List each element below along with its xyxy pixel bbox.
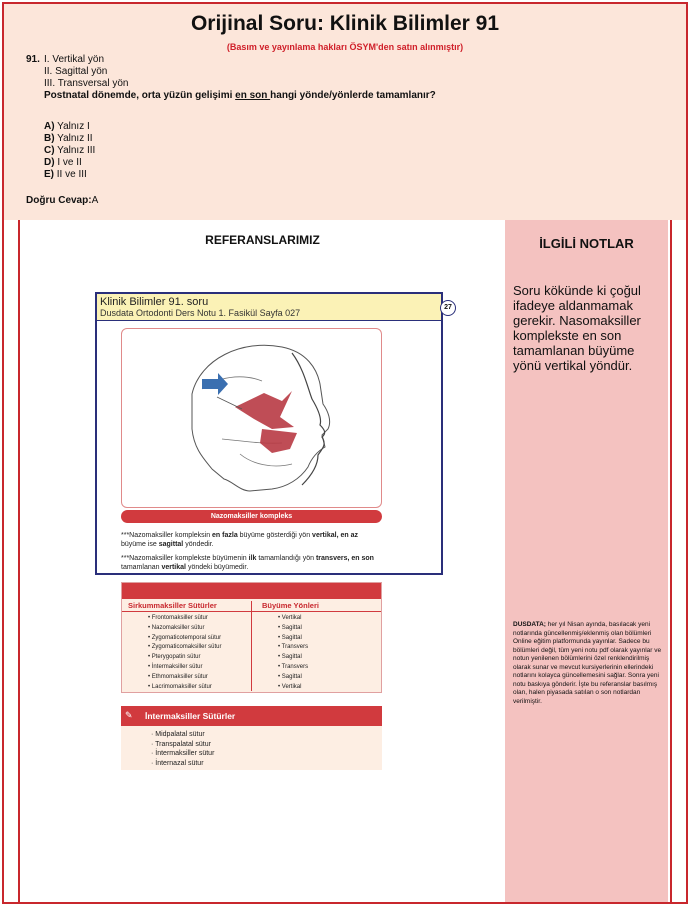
table-row: • Zygomaticotemporal sütur xyxy=(148,634,222,641)
stem-text: Postnatal dönemde, orta yüzün gelişimi xyxy=(44,90,236,101)
pen-icon: ✎ xyxy=(125,710,133,720)
list-item: · Transpalatal sütur xyxy=(151,740,211,748)
table-row: • Sagittal xyxy=(278,624,302,631)
question-number: 91. xyxy=(26,54,40,65)
table-row: • Transvers xyxy=(278,663,309,670)
option-e: E) II ve III xyxy=(44,169,87,180)
table-row: • Lacrimomaksiller sütur xyxy=(148,683,212,690)
page-number-badge: 27 xyxy=(440,300,456,316)
list-item: · İntermaksiller sütur xyxy=(151,750,215,757)
table-row: • Transvers xyxy=(278,644,309,651)
question-item-1: I. Vertikal yön xyxy=(44,54,105,65)
notes-text: Soru kökünde ki çoğul ifadeye aldanmamak gerekir. Nasomaksiller komplekste en son tamamlanan büyüme yönü vertikal yöndür. xyxy=(513,283,641,373)
table-header-sutures: Sirkummaksiller Sütürler xyxy=(128,601,217,610)
table-row: • Ethmomaksiller sütur xyxy=(148,673,208,680)
references-title: REFERANSLARIMIZ xyxy=(205,233,320,247)
table-row: • Pterygopatin sütur xyxy=(148,654,201,661)
option-b: B) Yalnız II xyxy=(44,133,93,144)
option-c: C) Yalnız III xyxy=(44,145,96,156)
reference-note-1: ***Nazomaksiller kompleksin en fazla büyüme gösterdiği yön vertikal, en az büyüme ise sagittal yöndedir. xyxy=(121,532,358,548)
reference-title: Klinik Bilimler 91. soru xyxy=(100,296,209,308)
dusdata-info: DUSDATA; her yıl Nisan ayında, basılacak yeni notlarında güncellenmiş/eklenmiş olan bölümleri Online eğitim platformunda yayınlar. Sadece bu bölümleri değil, tüm yeni notu pdf olarak yayınlar ve notun yenilenen bölümlerini özel renklendirilmiş olarak sunar ve mevcut kursiyerlerinin ellerindeki notlarını kolayca güncellemesini sağlar. Sonra yeni notu baskıya gönderir. İşte bu referanslar basılmış olan, halen piyasada satılan o son notlardan verilmiştir. xyxy=(513,621,662,705)
table-row: • İntermaksiller sütur xyxy=(148,663,203,670)
table-row: • Sagittal xyxy=(278,654,302,661)
table-row: • Frontomaksiller sütur xyxy=(148,615,208,621)
table-row: • Sagittal xyxy=(278,634,302,641)
page-frame xyxy=(2,2,688,904)
list-item: · İnternazal sütur xyxy=(151,759,204,767)
question-item-2: II. Sagittal yön xyxy=(44,66,108,77)
list-item: · Midpalatal sütur xyxy=(151,731,205,738)
stem-text-end: hangi yönde/yönlerde tamamlanır? xyxy=(270,90,436,101)
stem-underline: en son xyxy=(235,90,271,101)
option-d: D) I ve II xyxy=(44,157,82,168)
option-a: A) Yalnız I xyxy=(44,121,90,132)
copyright-note: (Basım ve yayınlama hakları ÖSYM'den satın alınmıştır) xyxy=(226,42,464,52)
table-row: • Vertikal xyxy=(278,615,302,621)
notes-title: İLGİLİ NOTLAR xyxy=(539,236,634,251)
section-label-bar: Nazomaksiller kompleks xyxy=(121,510,382,523)
question-item-3: III. Transversal yön xyxy=(44,78,129,89)
table-header-directions: Büyüme Yönleri xyxy=(262,601,319,610)
reference-note-2: ***Nazomaksiller komplekste büyümenin ilk tamamlandığı yön transvers, en son tamamlanan vertikal yöndeki büyümedir. xyxy=(121,555,374,571)
table-row: • Zygomaticomaksiller sütur xyxy=(148,644,222,651)
intermaxillary-title: İntermaksiller Sütürler xyxy=(145,711,236,721)
correct-answer: Doğru Cevap:A xyxy=(26,195,99,206)
table-row: • Sagittal xyxy=(278,673,302,680)
reference-source: Dusdata Ortodonti Ders Notu 1. Fasikül Sayfa 027 xyxy=(100,308,301,318)
page-title: Orijinal Soru: Klinik Bilimler 91 xyxy=(190,12,500,35)
table-row: • Nazomaksiller sütur xyxy=(148,624,205,631)
table-row: • Vertikal xyxy=(278,683,302,690)
